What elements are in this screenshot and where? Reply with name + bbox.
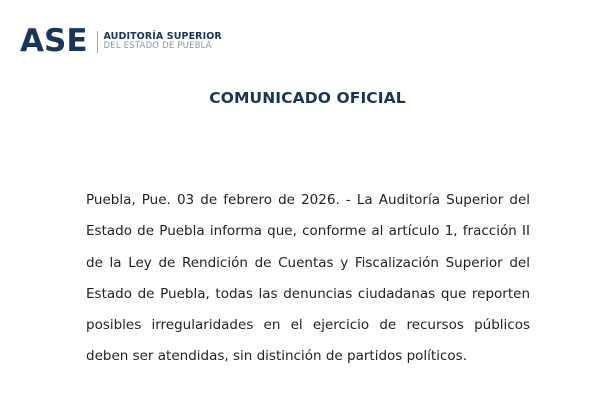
- logo-line1: AUDITORÍA SUPERIOR: [103, 31, 222, 43]
- logo-divider: [97, 31, 98, 53]
- logo-mark: ASE: [20, 23, 88, 59]
- ase-logo: [20, 23, 222, 59]
- body-paragraph: Puebla, Pue. 03 de febrero de 2026. - La Auditoría Superior del Estado de Puebla informa que, conforme al artículo 1, fracción II de la Ley de Rendición de Cuentas y Fiscalización Superior del Estado de Puebla, todas las denuncias ciudadanas que reporten posibles irregularidades en el ejercicio de recursos públicos deben ser atendidas, sin distinción de partidos políticos.: [86, 192, 530, 365]
- logo-text: [104, 32, 222, 51]
- logo-line2: DEL ESTADO DE PUEBLA: [103, 41, 212, 52]
- page-title: COMUNICADO OFICIAL: [209, 89, 406, 107]
